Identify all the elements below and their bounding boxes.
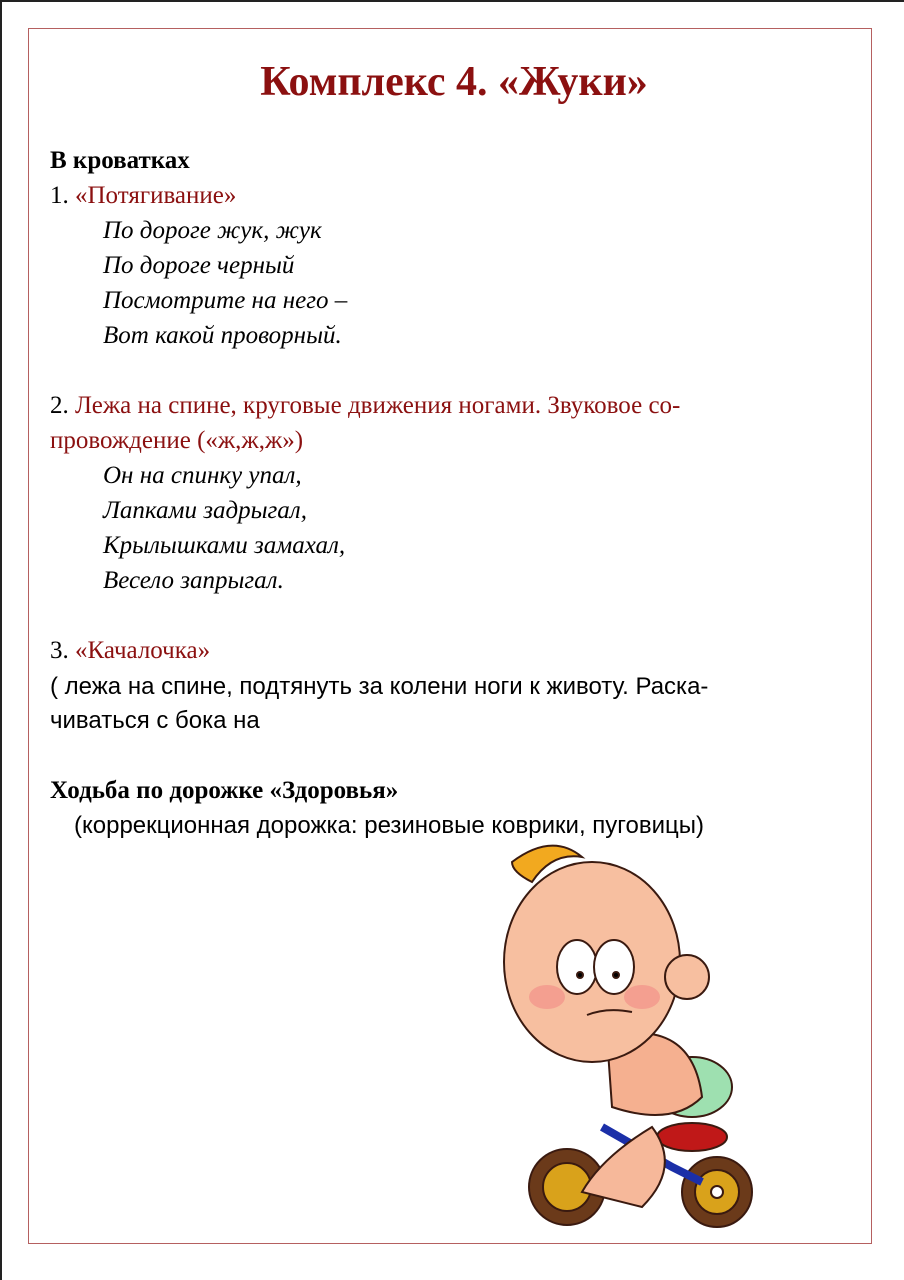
exercise-description-cont: чиваться с бока на	[50, 707, 260, 734]
exercise-name: «Качалочка»	[75, 637, 211, 664]
page-title: Комплекс 4. «Жуки»	[260, 59, 648, 105]
exercise-1	[50, 179, 236, 213]
exercise-number: 1.	[50, 182, 69, 209]
exercise-2	[50, 389, 680, 423]
exercise-3	[50, 634, 210, 668]
poem-line: Крылышками замахал,	[103, 532, 346, 559]
poem-line: Он на спинку упал,	[103, 462, 302, 489]
poem-line: Посмотрите на него –	[103, 287, 348, 314]
section-heading-beds: В кроватках	[50, 147, 190, 174]
exercise-number: 3.	[50, 637, 69, 664]
section-heading-walking: Ходьба по дорожке «Здоровья»	[50, 777, 399, 804]
poem-line: По дороге жук, жук	[103, 217, 322, 244]
exercise-description: ( лежа на спине, подтянуть за колени ноги к животу. Раска-	[50, 673, 709, 700]
poem-line: Весело запрыгал.	[103, 567, 284, 594]
poem-line: Лапками задрыгал,	[103, 497, 307, 524]
exercise-name: «Потягивание»	[75, 182, 237, 209]
poem-line: Вот какой проворный.	[103, 322, 342, 349]
walking-note: (коррекционная дорожка: резиновые коврики, пуговицы)	[74, 812, 704, 839]
poem-line: По дороге черный	[103, 252, 295, 279]
baby-on-tricycle-illustration	[492, 837, 782, 1237]
exercise-number: 2.	[50, 392, 69, 419]
exercise-description: Лежа на спине, круговые движения ногами. Звуковое со-	[75, 392, 681, 419]
exercise-description-cont: провождение («ж,ж,ж»)	[50, 427, 304, 454]
